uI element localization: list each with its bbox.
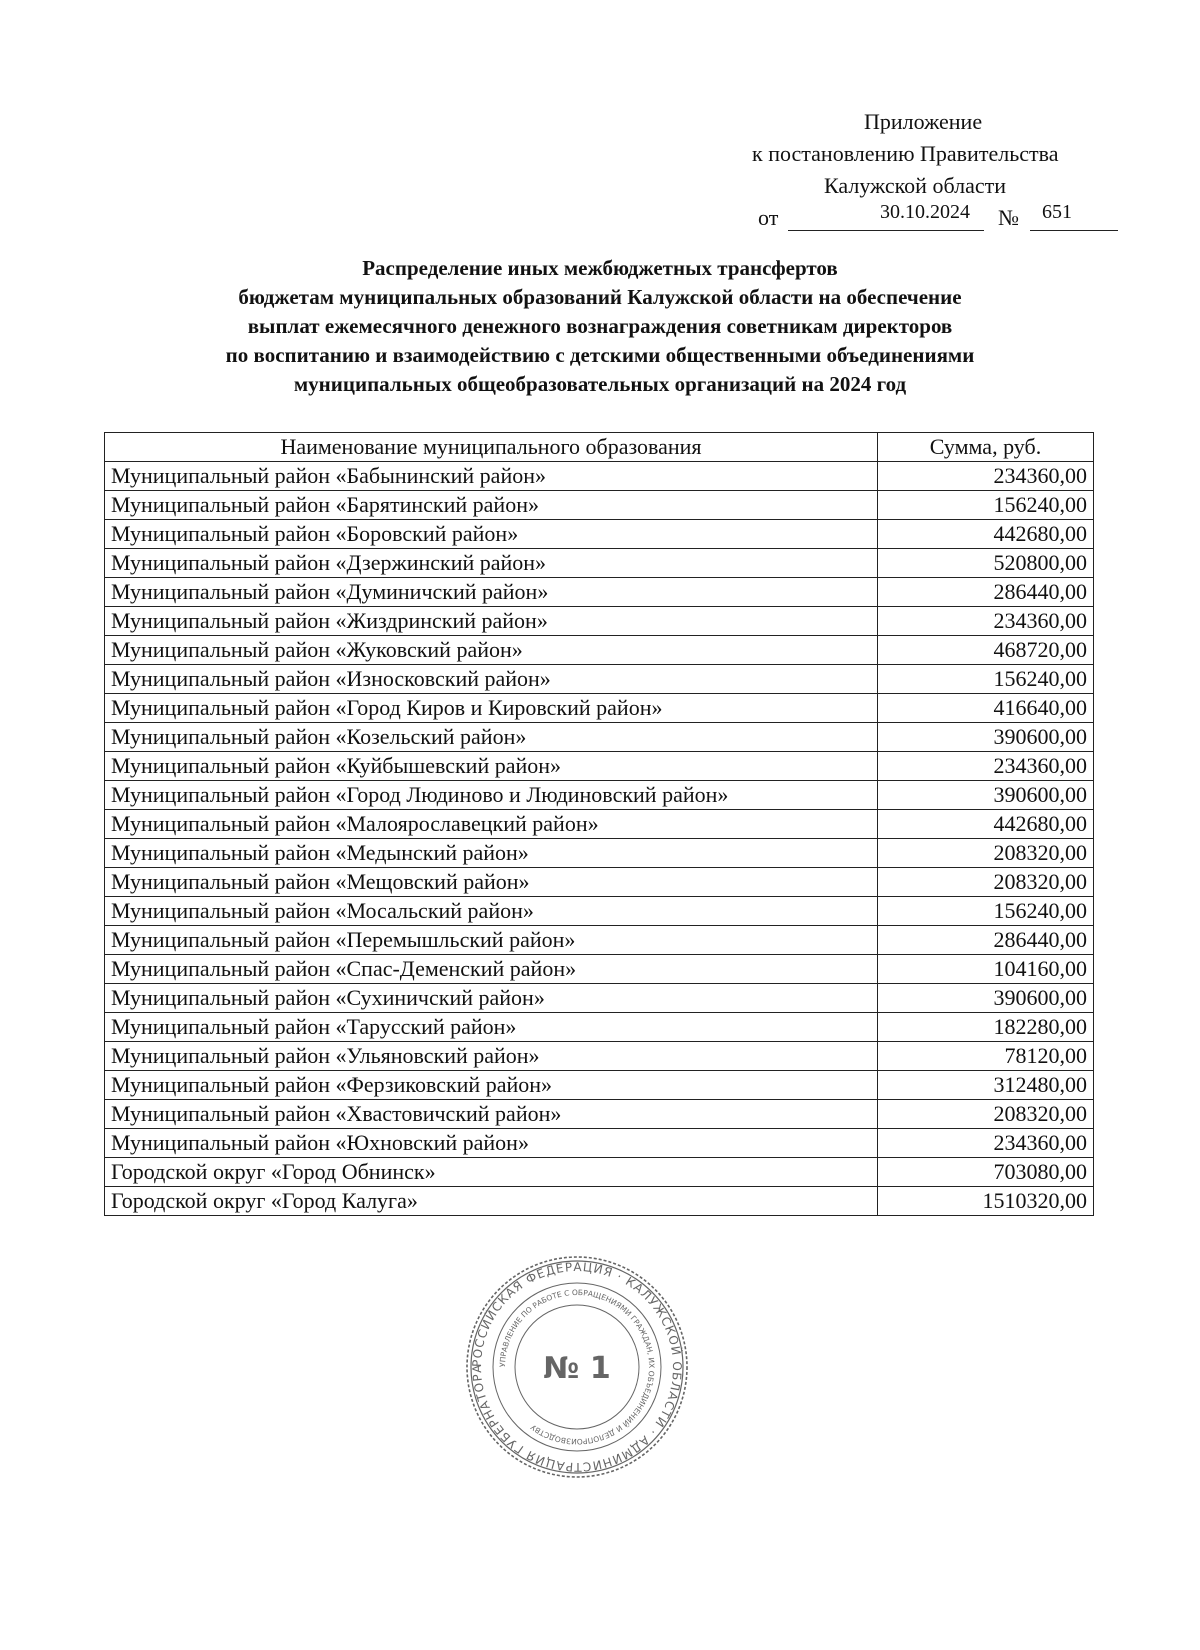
table-row <box>105 491 1094 520</box>
municipality-name: Муниципальный район «Ульяновский район» <box>105 1042 878 1071</box>
municipality-name: Муниципальный район «Куйбышевский район» <box>105 752 878 781</box>
amount-value: 208320,00 <box>878 839 1094 868</box>
municipality-name: Муниципальный район «Медынский район» <box>105 839 878 868</box>
table-row <box>105 520 1094 549</box>
municipality-name: Муниципальный район «Ферзиковский район» <box>105 1071 878 1100</box>
date-label: от <box>758 205 779 230</box>
table-body <box>105 462 1094 1216</box>
table-row <box>105 1100 1094 1129</box>
title-line-5: муниципальных общеобразовательных организаций на 2024 год <box>293 372 907 396</box>
column-header-amount: Сумма, руб. <box>878 433 1094 462</box>
date-number-line <box>740 202 1140 234</box>
amount-value: 286440,00 <box>878 578 1094 607</box>
table-row <box>105 984 1094 1013</box>
table-row <box>105 810 1094 839</box>
amount-value: 312480,00 <box>878 1071 1094 1100</box>
table-row <box>105 781 1094 810</box>
official-seal <box>464 1254 690 1480</box>
document-title <box>100 254 1100 399</box>
resolution-date: 30.10.2024 <box>880 201 970 223</box>
title-line-4: по воспитанию и взаимодействию с детскими общественными объединениями <box>225 343 975 367</box>
title-line-3: выплат ежемесячного денежного вознаграждения советникам директоров <box>247 314 953 338</box>
table-row <box>105 462 1094 491</box>
allocation-table <box>104 432 1094 1216</box>
amount-value: 182280,00 <box>878 1013 1094 1042</box>
table-row <box>105 1013 1094 1042</box>
municipality-name: Муниципальный район «Хвастовичский район» <box>105 1100 878 1129</box>
title-line-1: Распределение иных межбюджетных трансфертов <box>362 256 838 280</box>
table-row <box>105 549 1094 578</box>
amount-value: 520800,00 <box>878 549 1094 578</box>
municipality-name: Муниципальный район «Юхновский район» <box>105 1129 878 1158</box>
municipality-name: Муниципальный район «Бабынинский район» <box>105 462 878 491</box>
municipality-name: Муниципальный район «Перемышльский район» <box>105 926 878 955</box>
appendix-header <box>740 106 1140 234</box>
amount-value: 234360,00 <box>878 752 1094 781</box>
amount-value: 234360,00 <box>878 607 1094 636</box>
amount-value: 442680,00 <box>878 520 1094 549</box>
amount-value: 390600,00 <box>878 984 1094 1013</box>
table-row <box>105 694 1094 723</box>
municipality-name: Муниципальный район «Барятинский район» <box>105 491 878 520</box>
amount-value: 468720,00 <box>878 636 1094 665</box>
table-header-row <box>105 433 1094 462</box>
table-row <box>105 1042 1094 1071</box>
appendix-label: Приложение <box>864 109 983 134</box>
municipality-name: Муниципальный район «Малоярославецкий район» <box>105 810 878 839</box>
table-row <box>105 636 1094 665</box>
municipality-name: Муниципальный район «Город Людиново и Людиновский район» <box>105 781 878 810</box>
amount-value: 416640,00 <box>878 694 1094 723</box>
table-row <box>105 665 1094 694</box>
municipality-name: Муниципальный район «Мещовский район» <box>105 868 878 897</box>
municipality-name: Муниципальный район «Износковский район» <box>105 665 878 694</box>
table-row <box>105 578 1094 607</box>
municipality-name: Городской округ «Город Обнинск» <box>105 1158 878 1187</box>
amount-value: 156240,00 <box>878 897 1094 926</box>
municipality-name: Муниципальный район «Жуковский район» <box>105 636 878 665</box>
municipality-name: Муниципальный район «Боровский район» <box>105 520 878 549</box>
seal-outer-text: РОССИЙСКАЯ ФЕДЕРАЦИЯ · КАЛУЖСКОЙ ОБЛАСТИ · АДМИНИСТРАЦИЯ ГУБЕРНАТОРА <box>469 1259 685 1475</box>
column-header-name: Наименование муниципального образования <box>105 433 878 462</box>
municipality-name: Городской округ «Город Калуга» <box>105 1187 878 1216</box>
table-row <box>105 1187 1094 1216</box>
amount-value: 286440,00 <box>878 926 1094 955</box>
resolution-number: 651 <box>1042 201 1072 223</box>
amount-value: 390600,00 <box>878 781 1094 810</box>
table-row <box>105 1071 1094 1100</box>
table-row <box>105 955 1094 984</box>
amount-value: 156240,00 <box>878 665 1094 694</box>
municipality-name: Муниципальный район «Спас-Деменский район» <box>105 955 878 984</box>
table-row <box>105 926 1094 955</box>
amount-value: 208320,00 <box>878 868 1094 897</box>
municipality-name: Муниципальный район «Тарусский район» <box>105 1013 878 1042</box>
amount-value: 703080,00 <box>878 1158 1094 1187</box>
table-row <box>105 607 1094 636</box>
municipality-name: Муниципальный район «Город Киров и Кировский район» <box>105 694 878 723</box>
municipality-name: Муниципальный район «Дзержинский район» <box>105 549 878 578</box>
municipality-name: Муниципальный район «Жиздринский район» <box>105 607 878 636</box>
number-label: № <box>998 205 1019 230</box>
table-row <box>105 1129 1094 1158</box>
table-row <box>105 839 1094 868</box>
amount-value: 390600,00 <box>878 723 1094 752</box>
table-row <box>105 752 1094 781</box>
amount-value: 156240,00 <box>878 491 1094 520</box>
municipality-name: Муниципальный район «Думиничский район» <box>105 578 878 607</box>
amount-value: 442680,00 <box>878 810 1094 839</box>
municipality-name: Муниципальный район «Мосальский район» <box>105 897 878 926</box>
municipality-name: Муниципальный район «Козельский район» <box>105 723 878 752</box>
table-row <box>105 897 1094 926</box>
resolution-reference: к постановлению Правительства <box>752 141 1059 166</box>
amount-value: 234360,00 <box>878 462 1094 491</box>
amount-value: 234360,00 <box>878 1129 1094 1158</box>
title-line-2: бюджетам муниципальных образований Калужской области на обеспечение <box>238 285 962 309</box>
table-row <box>105 723 1094 752</box>
municipality-name: Муниципальный район «Сухиничский район» <box>105 984 878 1013</box>
seal-center-text: № 1 <box>543 1351 611 1386</box>
amount-value: 104160,00 <box>878 955 1094 984</box>
seal-inner-text: УПРАВЛЕНИЕ ПО РАБОТЕ С ОБРАЩЕНИЯМИ ГРАЖДАН, ИХ ОБЪЕДИНЕНИЙ И ДЕЛОПРОИЗВОДСТВУ <box>497 1287 657 1447</box>
amount-value: 208320,00 <box>878 1100 1094 1129</box>
amount-value: 1510320,00 <box>878 1187 1094 1216</box>
amount-value: 78120,00 <box>878 1042 1094 1071</box>
table-row <box>105 868 1094 897</box>
table-row <box>105 1158 1094 1187</box>
region-name: Калужской области <box>824 173 1006 198</box>
